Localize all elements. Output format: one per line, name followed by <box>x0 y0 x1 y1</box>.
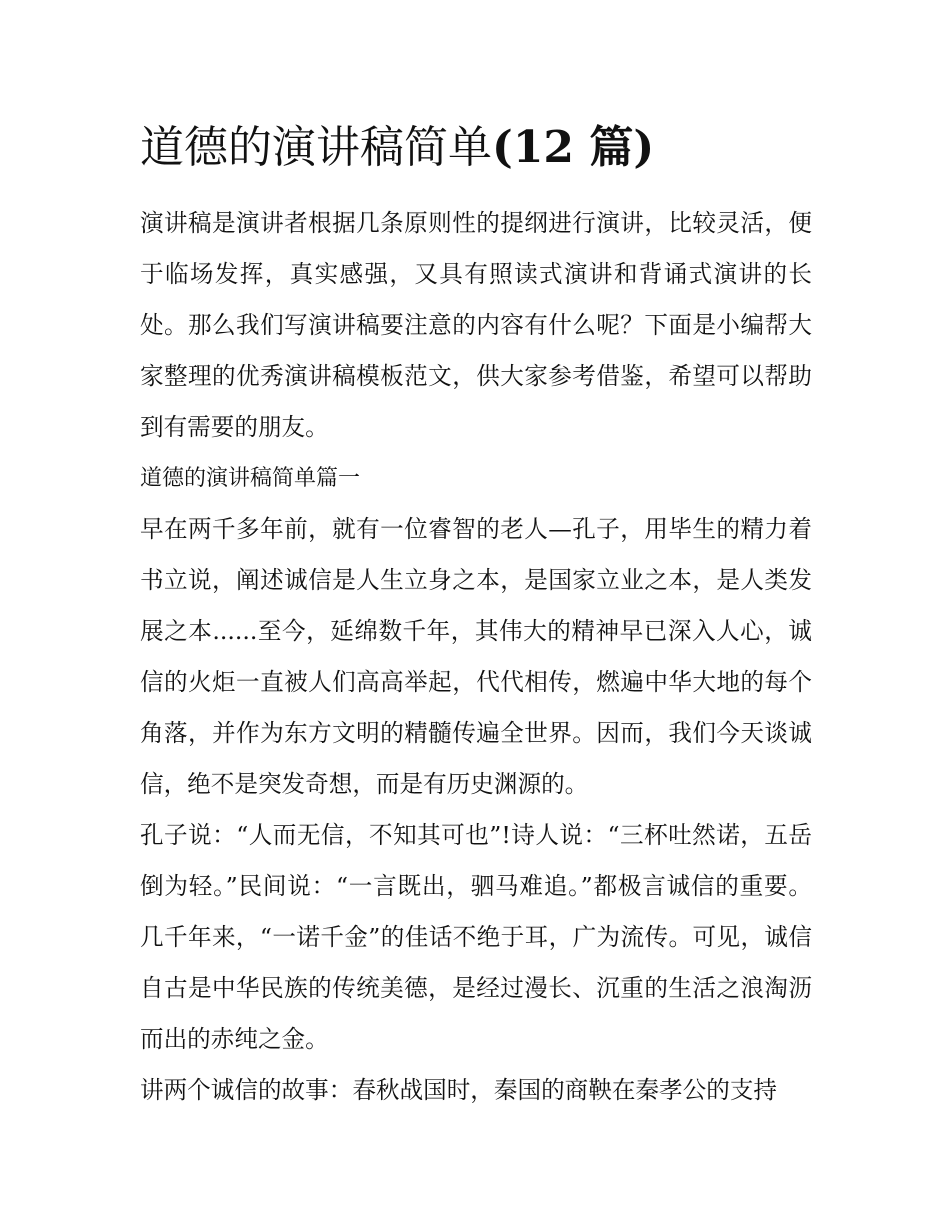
document-body <box>140 112 812 1116</box>
title-suffix: (12 篇) <box>492 122 655 173</box>
document-title <box>140 112 812 184</box>
intro-paragraph: 演讲稿是演讲者根据几条原则性的提纲进行演讲，比较灵活，便于临场发挥，真实感强，又具有照读式演讲和背诵式演讲的长处。那么我们写演讲稿要注意的内容有什么呢？下面是小编帮大家整理的优秀演讲稿模板范文，供大家参考借鉴，希望可以帮助到有需要的朋友。 <box>140 209 812 441</box>
body-paragraph-1: 早在两千多年前，就有一位睿智的老人—孔子，用毕生的精力着书立说，阐述诚信是人生立身之本，是国家立业之本，是人类发展之本......至今，延绵数千年，其伟大的精神早已深入人心，诚信的火炬一直被人们高高举起，代代相传，燃遍中华大地的每个角落，并作为东方文明的精髓传遍全世界。因而，我们今天谈诚信，绝不是突发奇想，而是有历史渊源的。 <box>140 515 812 798</box>
body-paragraph-2: 孔子说：“人而无信，不知其可也”!诗人说：“三杯吐然诺，五岳倒为轻。”民间说：“一言既出，驷马难追。”都极言诚信的重要。几千年来，“一诺千金”的佳话不绝于耳，广为流传。可见，诚信自古是中华民族的传统美德，是经过漫长、沉重的生活之浪淘沥而出的赤纯之金。 <box>140 821 812 1053</box>
title-main: 道德的演讲稿简单 <box>140 122 492 173</box>
section-heading: 道德的演讲稿简单篇一 <box>140 466 361 491</box>
body-paragraph-3: 讲两个诚信的故事：春秋战国时，秦国的商鞅在秦孝公的支持 <box>140 1076 778 1104</box>
